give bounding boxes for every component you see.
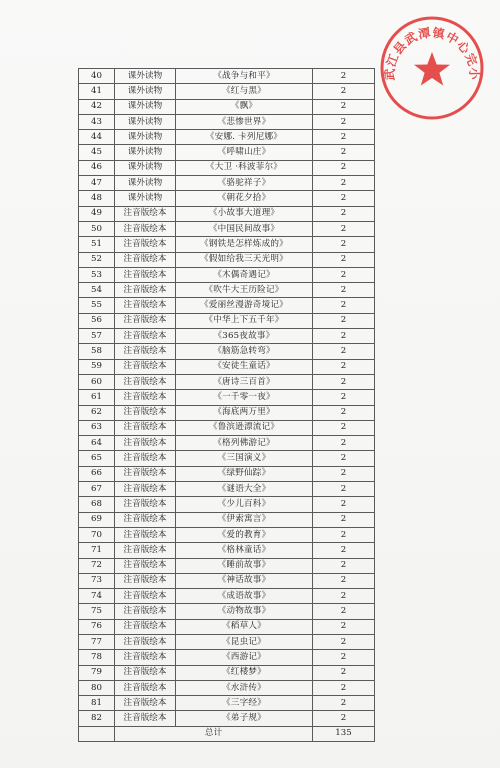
title-cell: 《悲惨世界》: [176, 114, 313, 129]
category-cell: 课外读物: [115, 191, 176, 206]
title-cell: 《安徒生童话》: [176, 359, 313, 374]
category-cell: 课外读物: [115, 99, 176, 114]
quantity-cell: 2: [313, 558, 375, 573]
row-number-cell: 76: [79, 619, 115, 634]
row-number-cell: 60: [79, 374, 115, 389]
row-number-cell: 78: [79, 650, 115, 665]
quantity-cell: 2: [313, 313, 375, 328]
title-cell: 《吹牛大王历险记》: [176, 283, 313, 298]
table-row: [79, 344, 375, 359]
table-row: [79, 191, 375, 206]
title-cell: 《少儿百科》: [176, 497, 313, 512]
quantity-cell: 2: [313, 130, 375, 145]
category-cell: 注音版绘本: [115, 543, 176, 558]
title-cell: 《格列佛游记》: [176, 436, 313, 451]
row-number-cell: 73: [79, 573, 115, 588]
title-cell: 《谜语大全》: [176, 482, 313, 497]
title-cell: 《365夜故事》: [176, 329, 313, 344]
title-cell: 《假如给我三天光明》: [176, 252, 313, 267]
title-cell: 《安娜. 卡列尼娜》: [176, 130, 313, 145]
category-cell: 注音版绘本: [115, 512, 176, 527]
title-cell: 《小故事大道理》: [176, 206, 313, 221]
row-number-cell: 62: [79, 405, 115, 420]
quantity-cell: 2: [313, 680, 375, 695]
category-cell: 课外读物: [115, 114, 176, 129]
category-cell: 注音版绘本: [115, 313, 176, 328]
category-cell: 注音版绘本: [115, 619, 176, 634]
quantity-cell: 2: [313, 69, 375, 84]
category-cell: 注音版绘本: [115, 298, 176, 313]
category-cell: 课外读物: [115, 145, 176, 160]
quantity-cell: 2: [313, 191, 375, 206]
quantity-cell: 2: [313, 329, 375, 344]
title-cell: 《红与黑》: [176, 84, 313, 99]
table-row: [79, 359, 375, 374]
table-row: [79, 99, 375, 114]
row-number-cell: 67: [79, 482, 115, 497]
seal-star-icon: [414, 52, 450, 86]
category-cell: 注音版绘本: [115, 436, 176, 451]
row-number-cell: 52: [79, 252, 115, 267]
title-cell: 《神话故事》: [176, 573, 313, 588]
table-row: [79, 84, 375, 99]
category-cell: 注音版绘本: [115, 650, 176, 665]
row-number-cell: 53: [79, 267, 115, 282]
title-cell: 《动物故事》: [176, 604, 313, 619]
quantity-cell: 2: [313, 374, 375, 389]
row-number-cell: 49: [79, 206, 115, 221]
table-row: [79, 160, 375, 175]
row-number-cell: 42: [79, 99, 115, 114]
table-row: [79, 573, 375, 588]
category-cell: 注音版绘本: [115, 329, 176, 344]
row-number-cell: 71: [79, 543, 115, 558]
row-number-cell: 51: [79, 237, 115, 252]
category-cell: 注音版绘本: [115, 634, 176, 649]
quantity-cell: 2: [313, 390, 375, 405]
title-cell: 《三字经》: [176, 696, 313, 711]
quantity-cell: 2: [313, 466, 375, 481]
quantity-cell: 2: [313, 99, 375, 114]
table-row: [79, 390, 375, 405]
title-cell: 《弟子规》: [176, 711, 313, 726]
quantity-cell: 2: [313, 543, 375, 558]
category-cell: 注音版绘本: [115, 573, 176, 588]
category-cell: 注音版绘本: [115, 237, 176, 252]
row-number-cell: 81: [79, 696, 115, 711]
category-cell: 注音版绘本: [115, 252, 176, 267]
category-cell: 注音版绘本: [115, 221, 176, 236]
row-number-cell: 44: [79, 130, 115, 145]
quantity-cell: 2: [313, 84, 375, 99]
row-number-cell: 80: [79, 680, 115, 695]
row-number-cell: 72: [79, 558, 115, 573]
book-list-table: [78, 68, 375, 742]
title-cell: 《一千零一夜》: [176, 390, 313, 405]
total-value: 135: [313, 726, 375, 741]
row-number-cell: 59: [79, 359, 115, 374]
table-row: [79, 420, 375, 435]
category-cell: 注音版绘本: [115, 466, 176, 481]
title-cell: 《脑筋急转弯》: [176, 344, 313, 359]
title-cell: 《木偶奇遇记》: [176, 267, 313, 282]
table-row: [79, 206, 375, 221]
table-row: [79, 680, 375, 695]
row-number-cell: 46: [79, 160, 115, 175]
row-number-cell: 43: [79, 114, 115, 129]
table-row: [79, 466, 375, 481]
category-cell: 课外读物: [115, 160, 176, 175]
quantity-cell: 2: [313, 696, 375, 711]
category-cell: 注音版绘本: [115, 267, 176, 282]
category-cell: 注音版绘本: [115, 390, 176, 405]
quantity-cell: 2: [313, 145, 375, 160]
quantity-cell: 2: [313, 527, 375, 542]
quantity-cell: 2: [313, 114, 375, 129]
title-cell: 《伊索寓言》: [176, 512, 313, 527]
table-row: [79, 436, 375, 451]
row-number-cell: 45: [79, 145, 115, 160]
table-row: [79, 298, 375, 313]
row-number-cell: 68: [79, 497, 115, 512]
category-cell: 注音版绘本: [115, 405, 176, 420]
row-number-cell: 55: [79, 298, 115, 313]
category-cell: 注音版绘本: [115, 283, 176, 298]
row-number-cell: 75: [79, 604, 115, 619]
title-cell: 《朝花夕拾》: [176, 191, 313, 206]
table-row: [79, 650, 375, 665]
category-cell: 注音版绘本: [115, 482, 176, 497]
quantity-cell: 2: [313, 267, 375, 282]
table-row: [79, 512, 375, 527]
table-row: [79, 329, 375, 344]
title-cell: 《战争与和平》: [176, 69, 313, 84]
title-cell: 《飘》: [176, 99, 313, 114]
title-cell: 《睡前故事》: [176, 558, 313, 573]
quantity-cell: 2: [313, 252, 375, 267]
row-number-cell: 41: [79, 84, 115, 99]
official-seal: [378, 14, 486, 122]
table-row: [79, 267, 375, 282]
table-row: [79, 696, 375, 711]
table-row: [79, 145, 375, 160]
title-cell: 《中国民间故事》: [176, 221, 313, 236]
category-cell: 注音版绘本: [115, 711, 176, 726]
svg-text:武江县武潭镇中心完小: 武江县武潭镇中心完小: [382, 25, 482, 81]
title-cell: 《成语故事》: [176, 589, 313, 604]
quantity-cell: 2: [313, 604, 375, 619]
row-number-cell: 77: [79, 634, 115, 649]
title-cell: 《呼啸山庄》: [176, 145, 313, 160]
category-cell: 注音版绘本: [115, 451, 176, 466]
quantity-cell: 2: [313, 283, 375, 298]
category-cell: 注音版绘本: [115, 604, 176, 619]
table-row: [79, 130, 375, 145]
quantity-cell: 2: [313, 420, 375, 435]
title-cell: 《三国演义》: [176, 451, 313, 466]
table-row: [79, 283, 375, 298]
table-row: [79, 497, 375, 512]
category-cell: 注音版绘本: [115, 420, 176, 435]
table-row: [79, 221, 375, 236]
category-cell: 注音版绘本: [115, 359, 176, 374]
total-row: [79, 726, 375, 741]
row-number-cell: 56: [79, 313, 115, 328]
row-number-cell: 47: [79, 176, 115, 191]
row-number-cell: 69: [79, 512, 115, 527]
quantity-cell: 2: [313, 711, 375, 726]
title-cell: 《爱的教育》: [176, 527, 313, 542]
table-row: [79, 252, 375, 267]
row-number-cell: 54: [79, 283, 115, 298]
quantity-cell: 2: [313, 237, 375, 252]
category-cell: 课外读物: [115, 69, 176, 84]
title-cell: 《中华上下五千年》: [176, 313, 313, 328]
category-cell: 注音版绘本: [115, 497, 176, 512]
table-row: [79, 589, 375, 604]
table-row: [79, 634, 375, 649]
category-cell: 注音版绘本: [115, 680, 176, 695]
row-number-cell: 79: [79, 665, 115, 680]
row-number-cell: 82: [79, 711, 115, 726]
quantity-cell: 2: [313, 665, 375, 680]
title-cell: 《西游记》: [176, 650, 313, 665]
row-number-cell: 61: [79, 390, 115, 405]
title-cell: 《骆驼祥子》: [176, 176, 313, 191]
quantity-cell: 2: [313, 436, 375, 451]
row-number-cell: 66: [79, 466, 115, 481]
title-cell: 《海底两万里》: [176, 405, 313, 420]
quantity-cell: 2: [313, 298, 375, 313]
quantity-cell: 2: [313, 650, 375, 665]
row-number-cell: 57: [79, 329, 115, 344]
title-cell: 《格林童话》: [176, 543, 313, 558]
row-number-cell: 70: [79, 527, 115, 542]
title-cell: 《红楼梦》: [176, 665, 313, 680]
category-cell: 注音版绘本: [115, 344, 176, 359]
table-row: [79, 558, 375, 573]
table-row: [79, 374, 375, 389]
title-cell: 《鲁滨逊漂流记》: [176, 420, 313, 435]
category-cell: 注音版绘本: [115, 206, 176, 221]
title-cell: 《爱丽丝漫游奇境记》: [176, 298, 313, 313]
table-row: [79, 543, 375, 558]
quantity-cell: 2: [313, 589, 375, 604]
table-row: [79, 665, 375, 680]
row-number-cell: 40: [79, 69, 115, 84]
title-cell: 《水浒传》: [176, 680, 313, 695]
title-cell: 《绿野仙踪》: [176, 466, 313, 481]
category-cell: 课外读物: [115, 130, 176, 145]
category-cell: 注音版绘本: [115, 374, 176, 389]
table-body: [79, 69, 375, 727]
table-row: [79, 237, 375, 252]
quantity-cell: 2: [313, 359, 375, 374]
table-row: [79, 69, 375, 84]
quantity-cell: 2: [313, 482, 375, 497]
row-number-cell: 50: [79, 221, 115, 236]
title-cell: 《唐诗三百首》: [176, 374, 313, 389]
quantity-cell: 2: [313, 512, 375, 527]
row-number-cell: 48: [79, 191, 115, 206]
quantity-cell: 2: [313, 573, 375, 588]
table-row: [79, 604, 375, 619]
quantity-cell: 2: [313, 451, 375, 466]
row-number-cell: 65: [79, 451, 115, 466]
quantity-cell: 2: [313, 206, 375, 221]
quantity-cell: 2: [313, 176, 375, 191]
category-cell: 注音版绘本: [115, 665, 176, 680]
row-number-cell: 64: [79, 436, 115, 451]
title-cell: 《大卫 ·科波菲尔》: [176, 160, 313, 175]
title-cell: 《稻草人》: [176, 619, 313, 634]
total-cell-empty: [79, 726, 115, 741]
table-row: [79, 619, 375, 634]
quantity-cell: 2: [313, 619, 375, 634]
quantity-cell: 2: [313, 160, 375, 175]
category-cell: 课外读物: [115, 176, 176, 191]
total-label: 总计: [115, 726, 313, 741]
category-cell: 课外读物: [115, 84, 176, 99]
quantity-cell: 2: [313, 497, 375, 512]
row-number-cell: 63: [79, 420, 115, 435]
quantity-cell: 2: [313, 634, 375, 649]
category-cell: 注音版绘本: [115, 696, 176, 711]
table-row: [79, 313, 375, 328]
quantity-cell: 2: [313, 405, 375, 420]
table-row: [79, 711, 375, 726]
row-number-cell: 58: [79, 344, 115, 359]
category-cell: 注音版绘本: [115, 558, 176, 573]
category-cell: 注音版绘本: [115, 589, 176, 604]
quantity-cell: 2: [313, 221, 375, 236]
table-row: [79, 405, 375, 420]
table-row: [79, 114, 375, 129]
table-row: [79, 451, 375, 466]
quantity-cell: 2: [313, 344, 375, 359]
row-number-cell: 74: [79, 589, 115, 604]
table-row: [79, 176, 375, 191]
table-row: [79, 482, 375, 497]
title-cell: 《昆虫记》: [176, 634, 313, 649]
table-row: [79, 527, 375, 542]
category-cell: 注音版绘本: [115, 527, 176, 542]
title-cell: 《钢铁是怎样炼成的》: [176, 237, 313, 252]
